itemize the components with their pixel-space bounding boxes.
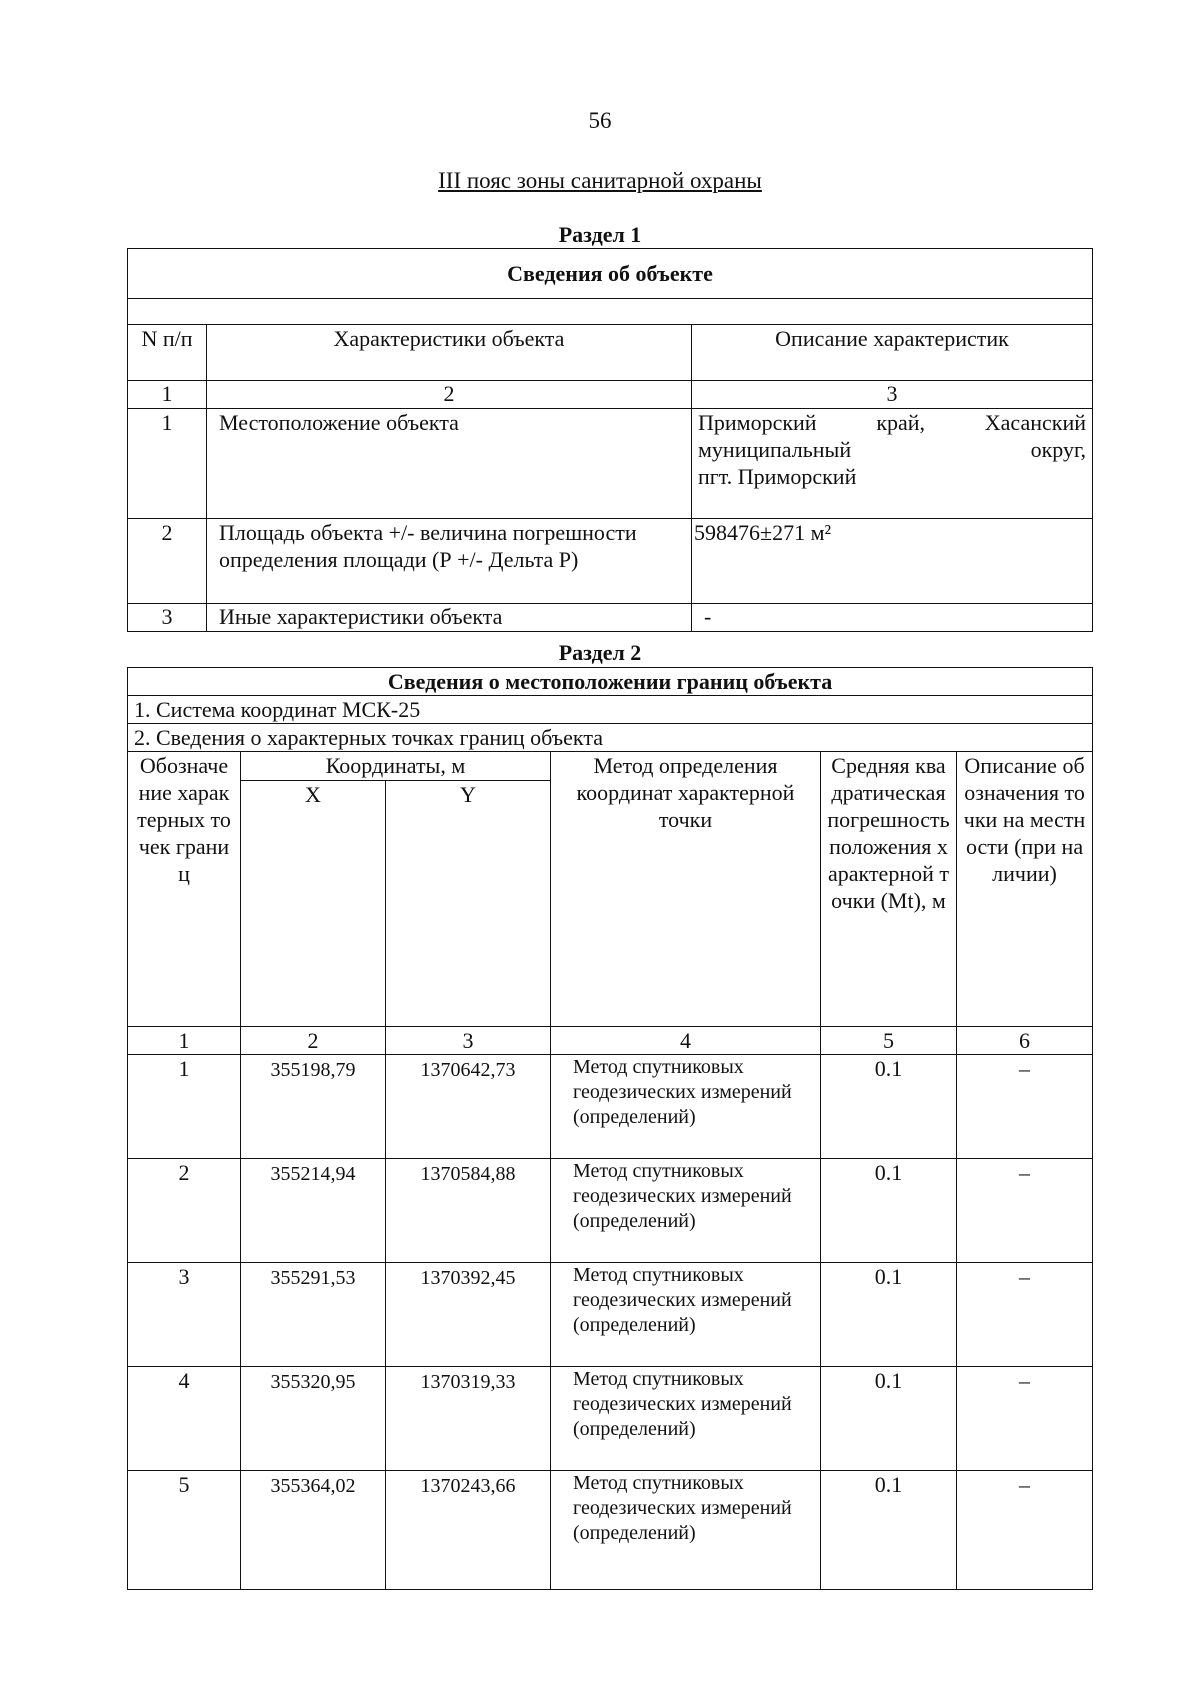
object-info-table [127,248,1093,632]
point-x: 355320,95 [241,1367,386,1471]
header-point-description: Описание обозначения точки на местности (при наличии) [957,752,1093,1027]
point-method: Метод спутниковых геодезических измерений (определений) [551,1367,821,1471]
point-number: 1 [128,1055,241,1159]
point-number: 2 [128,1159,241,1263]
col-number-5: 5 [821,1027,957,1055]
col-number-6: 6 [957,1027,1093,1055]
header-num: N п/п [128,325,207,381]
point-y: 1370392,45 [386,1263,551,1367]
point-x: 355198,79 [241,1055,386,1159]
header-coordinates: Координаты, м [241,752,551,781]
point-y: 1370642,73 [386,1055,551,1159]
row-num: 1 [128,409,207,519]
boundary-points-table [127,667,1093,1590]
document-title [0,168,1200,194]
blank-row [128,299,1093,325]
point-method: Метод спутниковых геодезических измерений (определений) [551,1159,821,1263]
point-description: – [957,1159,1093,1263]
points-heading: 2. Сведения о характерных точках границ объекта [128,724,1093,752]
point-y: 1370243,66 [386,1471,551,1590]
point-mt: 0.1 [821,1159,957,1263]
point-method: Метод спутниковых геодезических измерений (определений) [551,1471,821,1590]
col-number-2: 2 [207,381,692,409]
point-description: – [957,1055,1093,1159]
section-2-heading: Раздел 2 [558,640,642,665]
header-method: Метод определения координат характерной точки [551,752,821,1027]
header-x: X [241,781,386,1027]
boundary-info-title: Сведения о местоположении границ объекта [128,668,1093,696]
point-description: – [957,1263,1093,1367]
point-mt: 0.1 [821,1367,957,1471]
location-line-3: пгт. Приморский [698,464,857,489]
point-description: – [957,1367,1093,1471]
col-number-3: 3 [386,1027,551,1055]
point-number: 3 [128,1263,241,1367]
row-characteristic: Местоположение объекта [207,409,692,519]
section-1-heading: Раздел 1 [558,222,642,247]
col-number-4: 4 [551,1027,821,1055]
row-characteristic: Иные характеристики объекта [207,604,692,632]
coordinate-system: 1. Система координат МСК-25 [128,696,1093,724]
document-title-text: III пояс зоны санитарной охраны [438,168,762,193]
table-row [128,519,1093,604]
col-number-2: 2 [241,1027,386,1055]
object-info-title: Сведения об объекте [128,249,1093,299]
point-y: 1370319,33 [386,1367,551,1471]
point-method: Метод спутниковых геодезических измерений (определений) [551,1055,821,1159]
table-row [128,604,1093,632]
row-num: 3 [128,604,207,632]
col-number-3: 3 [692,381,1093,409]
page-number: 56 [588,108,612,133]
header-y: Y [386,781,551,1027]
col-number-1: 1 [128,381,207,409]
point-mt: 0.1 [821,1055,957,1159]
table-row [128,1471,1093,1590]
point-mt: 0.1 [821,1263,957,1367]
point-mt: 0.1 [821,1471,957,1590]
header-error: Средняя квадратическая погрешность положения характерной точки (Mt), м [821,752,957,1027]
table-row [128,1263,1093,1367]
point-number: 4 [128,1367,241,1471]
row-description [692,409,1093,519]
location-line-1: Приморский край, Хасанский [698,410,1087,435]
point-x: 355364,02 [241,1471,386,1590]
table-row [128,1055,1093,1159]
point-x: 355214,94 [241,1159,386,1263]
table-row [128,1367,1093,1471]
header-description: Описание характеристик [692,325,1093,381]
table-row [128,409,1093,519]
table-row [128,1159,1093,1263]
point-x: 355291,53 [241,1263,386,1367]
location-line-2: муниципальный округ, [698,437,1087,462]
row-characteristic: Площадь объекта +/- величина погрешности определения площади (Р +/- Дельта Р) [207,519,692,604]
row-description: 598476±271 м² [692,519,1093,604]
row-num: 2 [128,519,207,604]
header-characteristics: Характеристики объекта [207,325,692,381]
header-designation: Обозначение характерных точек границ [128,752,241,1027]
point-number: 5 [128,1471,241,1590]
row-description: - [692,604,1093,632]
point-description: – [957,1471,1093,1590]
point-y: 1370584,88 [386,1159,551,1263]
point-method: Метод спутниковых геодезических измерений (определений) [551,1263,821,1367]
col-number-1: 1 [128,1027,241,1055]
